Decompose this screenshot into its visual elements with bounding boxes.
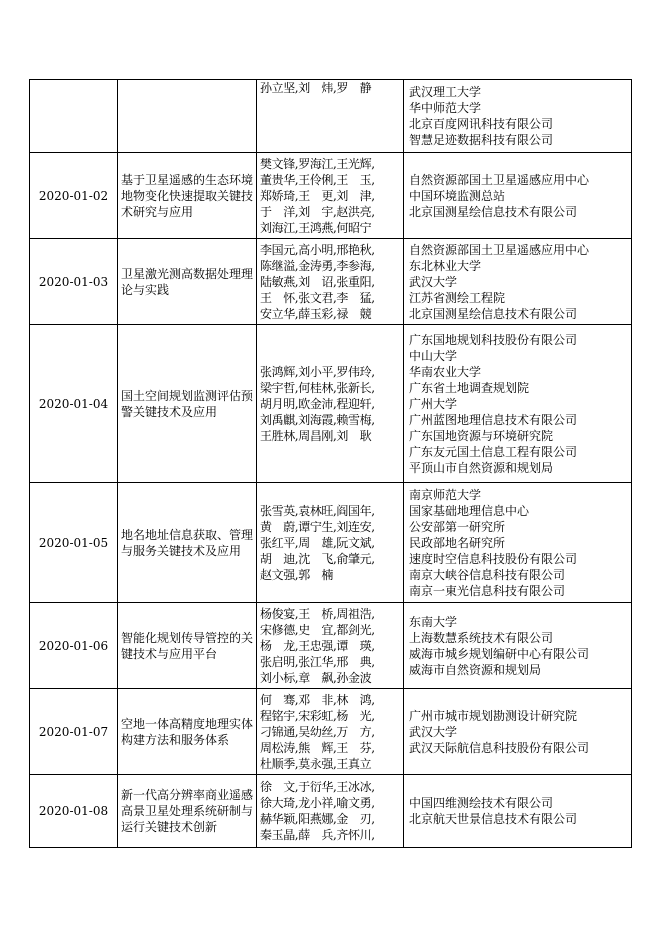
organization-line: 自然资源部国土卫星遥感应用中心 xyxy=(409,242,590,257)
contributor-line: 黄 蔚,谭宁生,刘连安, xyxy=(260,519,375,534)
contributor-line: 王胜林,周昌刚,刘 耿 xyxy=(260,428,372,443)
organizations-cell xyxy=(404,153,632,239)
organization-line: 武汉大学 xyxy=(409,724,458,739)
organization-line: 广东国地规划科技股份有限公司 xyxy=(409,332,578,347)
organization-line: 东北林业大学 xyxy=(409,258,482,273)
contributor-line: 杨 龙,王忠强,谭 瑛, xyxy=(260,638,375,653)
contributor-line: 张鸿辉,刘小平,罗伟玲, xyxy=(260,364,375,379)
table-row xyxy=(30,775,632,848)
table-row xyxy=(30,603,632,689)
organization-line: 威海市城乡规划编研中心有限公司 xyxy=(409,646,590,661)
contributor-line: 安立华,薛玉彩,禄 競 xyxy=(260,306,372,321)
organization-line: 公安部第一研究所 xyxy=(409,519,506,534)
contributor-line: 胡 迪,沈 飞,俞肇元, xyxy=(260,551,375,566)
organizations-cell xyxy=(404,80,632,153)
contributor-line: 张启明,张江华,邢 典, xyxy=(260,654,375,669)
organization-line: 中国四维测绘技术有限公司 xyxy=(409,796,554,810)
contributor-line: 王 怀,张文君,李 猛, xyxy=(260,290,375,305)
organization-line: 速度时空信息科技股份有限公司 xyxy=(409,551,578,566)
table-row xyxy=(30,153,632,239)
organization-line: 南京一東光信息科技有限公司 xyxy=(409,583,566,598)
contributor-line: 李国元,高小明,邢艳秋, xyxy=(260,242,375,257)
project-id-cell: 2020-01-08 xyxy=(30,775,118,848)
organization-line: 广东国地资源与环境研究院 xyxy=(409,428,554,443)
organization-line: 南京大峡谷信息科技有限公司 xyxy=(409,567,566,582)
table-row xyxy=(30,689,632,775)
contributor-line: 刁锦通,吴幼丝,万 方, xyxy=(260,724,375,739)
organizations-cell xyxy=(404,603,632,689)
organization-line: 民政部地名研究所 xyxy=(409,535,506,550)
contributors-cell xyxy=(257,483,404,603)
contributor-line: 赫华颖,阳燕娜,金 刃, xyxy=(260,812,375,826)
awards-table-body xyxy=(30,80,632,848)
organization-line: 中山大学 xyxy=(409,348,458,363)
contributors-cell xyxy=(257,153,404,239)
contributor-line: 杜顺季,莫永强,王真立 xyxy=(260,756,372,771)
contributor-line: 徐 文,于衍华,王冰冰, xyxy=(260,780,375,794)
organization-line: 华中师范大学 xyxy=(409,101,482,115)
project-title-cell: 新一代高分辨率商业遥感高景卫星处理系统研制与运行关键技术创新 xyxy=(118,775,257,848)
contributors-cell xyxy=(257,80,404,153)
contributor-line: 宋修德,史 宜,都剑光, xyxy=(260,622,375,637)
organization-line: 北京国测星绘信息技术有限公司 xyxy=(409,204,578,219)
project-id-cell: 2020-01-06 xyxy=(30,603,118,689)
organization-line: 智慧足迹数据科技有限公司 xyxy=(409,133,554,147)
organization-line: 上海数慧系统技术有限公司 xyxy=(409,630,554,645)
contributor-line: 胡月明,欧金沛,程迎轩, xyxy=(260,396,375,411)
organization-line: 威海市自然资源和规划局 xyxy=(409,662,542,677)
awards-table xyxy=(29,79,632,848)
contributor-line: 徐大琦,龙小祥,喻文勇, xyxy=(260,796,375,810)
organization-line: 北京百度网讯科技有限公司 xyxy=(409,117,554,131)
contributor-line: 梁宇哲,何桂林,张新长, xyxy=(260,380,375,395)
project-title-cell: 地名地址信息获取、管理与服务关键技术及应用 xyxy=(118,483,257,603)
project-title-cell: 智能化规划传导管控的关键技术与应用平台 xyxy=(118,603,257,689)
project-title-cell: 空地一体高精度地理实体构建方法和服务体系 xyxy=(118,689,257,775)
organization-line: 北京国测星绘信息技术有限公司 xyxy=(409,306,578,321)
organizations-cell xyxy=(404,325,632,483)
project-id-cell: 2020-01-04 xyxy=(30,325,118,483)
contributor-line: 赵文强,郭 楠 xyxy=(260,567,334,582)
contributor-line: 张红平,周 雄,阮文斌, xyxy=(260,535,375,550)
project-id-cell: 2020-01-02 xyxy=(30,153,118,239)
organization-line: 中国环境监测总站 xyxy=(409,188,506,203)
organization-line: 广州大学 xyxy=(409,396,458,411)
contributor-line: 孙立坚,刘 炜,罗 静 xyxy=(260,81,372,95)
project-id-cell xyxy=(30,80,118,153)
contributor-line: 刘禹麒,刘海霞,赖雪梅, xyxy=(260,412,375,427)
project-title-cell: 卫星激光测高数据处理理论与实践 xyxy=(118,239,257,325)
organization-line: 武汉天际航信息科技股份有限公司 xyxy=(409,740,590,755)
contributors-cell xyxy=(257,775,404,848)
contributor-line: 樊文锋,罗海江,王光辉, xyxy=(260,156,375,171)
organization-line: 广东省土地调查规划院 xyxy=(409,380,530,395)
contributors-cell xyxy=(257,603,404,689)
table-row xyxy=(30,483,632,603)
contributor-line: 周松涛,熊 辉,王 芬, xyxy=(260,740,375,755)
table-row xyxy=(30,325,632,483)
project-title-cell: 基于卫星遥感的生态环境地物变化快速提取关键技术研究与应用 xyxy=(118,153,257,239)
organization-line: 东南大学 xyxy=(409,614,458,629)
organization-line: 广东友元国土信息工程有限公司 xyxy=(409,444,578,459)
project-title-cell: 国土空间规划监测评估预警关键技术及应用 xyxy=(118,325,257,483)
organization-line: 国家基础地理信息中心 xyxy=(409,503,530,518)
contributor-line: 秦玉晶,薛 兵,齐怀川, xyxy=(260,828,375,842)
organization-line: 武汉大学 xyxy=(409,274,458,289)
project-id-cell: 2020-01-07 xyxy=(30,689,118,775)
project-id-cell: 2020-01-05 xyxy=(30,483,118,603)
organization-line: 广州蓝图地理信息技术有限公司 xyxy=(409,412,578,427)
organization-line: 南京师范大学 xyxy=(409,487,482,502)
contributor-line: 于 洋,刘 宇,赵洪亮, xyxy=(260,204,375,219)
contributors-cell xyxy=(257,689,404,775)
organization-line: 广州市城市规划勘测设计研究院 xyxy=(409,708,578,723)
project-id-cell: 2020-01-03 xyxy=(30,239,118,325)
contributor-line: 陈继溢,金涛勇,李参海, xyxy=(260,258,375,273)
organization-line: 自然资源部国土卫星遥感应用中心 xyxy=(409,172,590,187)
organizations-cell xyxy=(404,689,632,775)
contributors-cell xyxy=(257,325,404,483)
contributor-line: 何 骞,邓 非,林 鸿, xyxy=(260,692,375,707)
project-title-cell xyxy=(118,80,257,153)
organization-line: 江苏省测绘工程院 xyxy=(409,290,506,305)
contributor-line: 刘小标,章 飙,孙金波 xyxy=(260,670,372,685)
organizations-cell xyxy=(404,239,632,325)
organization-line: 平顶山市自然资源和规划局 xyxy=(409,460,554,475)
contributor-line: 张雪英,袁林旺,阎国年, xyxy=(260,503,375,518)
table-row xyxy=(30,80,632,153)
contributor-line: 杨俊宴,王 桥,周祖浩, xyxy=(260,606,375,621)
contributor-line: 刘海江,王鸿燕,何昭宁 xyxy=(260,220,372,235)
contributor-line: 郑娇琦,王 更,刘 津, xyxy=(260,188,375,203)
organization-line: 武汉理工大学 xyxy=(409,85,482,99)
contributors-cell xyxy=(257,239,404,325)
organizations-cell xyxy=(404,775,632,848)
contributor-line: 董贵华,王伶俐,王 玉, xyxy=(260,172,375,187)
table-row xyxy=(30,239,632,325)
contributor-line: 陆敏燕,刘 诏,张重阳, xyxy=(260,274,375,289)
organization-line: 北京航天世景信息技术有限公司 xyxy=(409,812,578,826)
organization-line: 华南农业大学 xyxy=(409,364,482,379)
contributor-line: 程铭宇,宋彩虹,杨 光, xyxy=(260,708,375,723)
organizations-cell xyxy=(404,483,632,603)
